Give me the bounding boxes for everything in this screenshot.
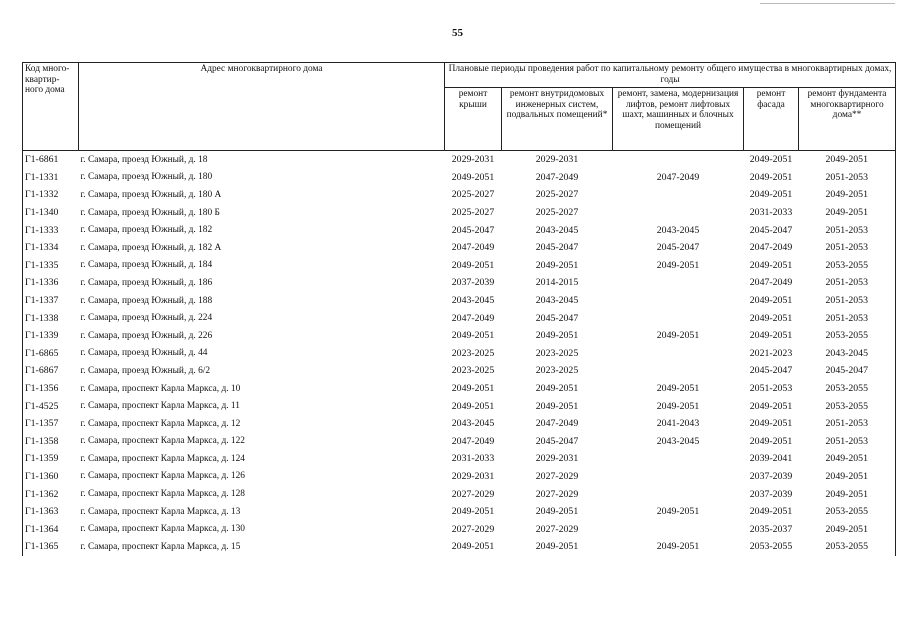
header-address: Адрес многоквартирного дома — [79, 63, 445, 151]
cell-roof: 2025-2027 — [451, 207, 495, 219]
cell-address: г. Самара, проезд Южный, д. 182 А — [80, 242, 222, 253]
cell-elevators: 2043-2045 — [656, 224, 700, 236]
table-row — [23, 538, 896, 556]
cell-address: г. Самара, проезд Южный, д. 180 А — [80, 189, 222, 200]
cell-foundation: 2049-2051 — [799, 485, 896, 503]
cell-facade: 2049-2051 — [749, 189, 793, 201]
header-code: Код много-квартир-ного дома — [23, 63, 79, 151]
cell-roof: 2047-2049 — [451, 312, 495, 324]
cell-roof: 2023-2025 — [451, 365, 495, 377]
cell-code: Г1-1339 — [23, 327, 79, 345]
cell-facade: 2049-2051 — [749, 435, 793, 447]
cell-address: г. Самара, проспект Карла Маркса, д. 10 — [80, 383, 241, 394]
table-row — [23, 239, 896, 257]
cell-roof: 2029-2031 — [451, 470, 495, 482]
table-row — [23, 292, 896, 310]
cell-foundation: 2051-2053 — [799, 292, 896, 310]
cell-foundation: 2049-2051 — [799, 468, 896, 486]
cell-elevators — [613, 186, 744, 204]
cell-code: Г1-1363 — [23, 503, 79, 521]
table-row — [23, 485, 896, 503]
cell-code: Г1-1364 — [23, 520, 79, 538]
cell-foundation: 2049-2051 — [799, 520, 896, 538]
page-number: 55 — [452, 27, 463, 39]
cell-code: Г1-1359 — [23, 450, 79, 468]
cell-foundation: 2051-2053 — [799, 239, 896, 257]
cell-facade: 2049-2051 — [749, 295, 793, 307]
table-row — [23, 362, 896, 380]
cell-code: Г1-1360 — [23, 468, 79, 486]
cell-facade: 2037-2039 — [749, 488, 793, 500]
cell-elevators: 2049-2051 — [656, 383, 700, 395]
cell-address: г. Самара, проспект Карла Маркса, д. 11 — [80, 401, 240, 412]
cell-roof: 2037-2039 — [451, 277, 495, 289]
cell-roof: 2049-2051 — [451, 506, 495, 518]
table-row — [23, 520, 896, 538]
cell-code: Г1-6865 — [23, 345, 79, 363]
cell-address: г. Самара, проезд Южный, д. 44 — [80, 348, 208, 359]
capital-repair-table — [22, 62, 896, 556]
table-row — [23, 309, 896, 327]
cell-facade: 2049-2051 — [749, 259, 793, 271]
cell-elevators: 2049-2051 — [656, 400, 700, 412]
table-row — [23, 327, 896, 345]
table-row — [23, 345, 896, 363]
cell-elevators — [613, 309, 744, 327]
cell-code: Г1-4525 — [23, 397, 79, 415]
cell-code: Г1-1331 — [23, 169, 79, 187]
cell-foundation: 2045-2047 — [799, 362, 896, 380]
header-roof: ремонт крыши — [445, 88, 502, 151]
cell-address: г. Самара, проезд Южный, д. 188 — [80, 295, 213, 306]
cell-foundation: 2053-2055 — [799, 503, 896, 521]
cell-foundation: 2053-2055 — [799, 538, 896, 556]
cell-foundation: 2053-2055 — [799, 257, 896, 275]
cell-systems: 2029-2031 — [535, 154, 579, 166]
cell-roof: 2049-2051 — [451, 171, 495, 183]
cell-code: Г1-1365 — [23, 538, 79, 556]
cell-roof: 2027-2029 — [451, 488, 495, 500]
cell-foundation: 2053-2055 — [799, 380, 896, 398]
cell-facade: 2039-2041 — [749, 453, 793, 465]
header-foundation: ремонт фундамента многоквартирного дома** — [799, 88, 896, 151]
cell-elevators — [613, 520, 744, 538]
cell-address: г. Самара, проезд Южный, д. 184 — [80, 260, 213, 271]
cell-elevators: 2041-2043 — [656, 418, 700, 430]
table-row — [23, 468, 896, 486]
cell-facade: 2049-2051 — [749, 154, 793, 166]
cell-roof: 2043-2045 — [451, 418, 495, 430]
cell-code: Г1-1362 — [23, 485, 79, 503]
cell-systems: 2023-2025 — [535, 365, 579, 377]
cell-roof: 2045-2047 — [451, 224, 495, 236]
cell-elevators — [613, 450, 744, 468]
cell-code: Г1-1356 — [23, 380, 79, 398]
cell-roof: 2047-2049 — [451, 242, 495, 254]
table-row — [23, 204, 896, 222]
cell-foundation: 2051-2053 — [799, 221, 896, 239]
table-row — [23, 186, 896, 204]
cell-address: г. Самара, проспект Карла Маркса, д. 13 — [80, 506, 241, 517]
table-row — [23, 450, 896, 468]
cell-roof: 2049-2051 — [451, 400, 495, 412]
cell-facade: 2049-2051 — [749, 312, 793, 324]
cell-address: г. Самара, проезд Южный, д. 6/2 — [80, 365, 211, 376]
cell-facade: 2049-2051 — [749, 400, 793, 412]
cell-systems: 2049-2051 — [535, 541, 579, 553]
cell-address: г. Самара, проспект Карла Маркса, д. 124 — [80, 453, 245, 464]
table-row — [23, 169, 896, 187]
cell-roof: 2031-2033 — [451, 453, 495, 465]
cell-systems: 2049-2051 — [535, 259, 579, 271]
cell-address: г. Самара, проезд Южный, д. 224 — [80, 313, 213, 324]
header-periods-group: Плановые периоды проведения работ по капитальному ремонту общего имущества в многоквартирных домах, годы — [445, 63, 896, 88]
cell-foundation: 2051-2053 — [799, 415, 896, 433]
cell-foundation: 2049-2051 — [799, 450, 896, 468]
cell-facade: 2045-2047 — [749, 224, 793, 236]
table-row — [23, 433, 896, 451]
cell-facade: 2049-2051 — [749, 506, 793, 518]
cell-code: Г1-1333 — [23, 221, 79, 239]
cell-roof: 2049-2051 — [451, 383, 495, 395]
cell-foundation: 2049-2051 — [799, 204, 896, 222]
cell-facade: 2049-2051 — [749, 330, 793, 342]
cell-elevators: 2049-2051 — [656, 541, 700, 553]
cell-elevators — [613, 292, 744, 310]
cell-facade: 2051-2053 — [749, 383, 793, 395]
cell-facade: 2049-2051 — [749, 171, 793, 183]
table-row — [23, 257, 896, 275]
cell-facade: 2031-2033 — [749, 207, 793, 219]
cell-foundation: 2049-2051 — [799, 151, 896, 169]
table-row — [23, 503, 896, 521]
cell-systems: 2049-2051 — [535, 330, 579, 342]
cell-elevators: 2049-2051 — [656, 506, 700, 518]
cell-elevators — [613, 362, 744, 380]
cell-address: г. Самара, проспект Карла Маркса, д. 128 — [80, 489, 245, 500]
cell-facade: 2035-2037 — [749, 523, 793, 535]
cell-roof: 2043-2045 — [451, 295, 495, 307]
cell-roof: 2049-2051 — [451, 541, 495, 553]
cell-facade: 2045-2047 — [749, 365, 793, 377]
header-elevators: ремонт, замена, модернизация лифтов, ремонт лифтовых шахт, машинных и блочных помещений — [613, 88, 744, 151]
cell-systems: 2047-2049 — [535, 171, 579, 183]
cell-foundation: 2051-2053 — [799, 274, 896, 292]
cell-systems: 2045-2047 — [535, 242, 579, 254]
cell-elevators: 2049-2051 — [656, 259, 700, 271]
cell-foundation: 2053-2055 — [799, 397, 896, 415]
cell-systems: 2049-2051 — [535, 506, 579, 518]
cell-elevators — [613, 468, 744, 486]
cell-code: Г1-6867 — [23, 362, 79, 380]
cell-code: Г1-1335 — [23, 257, 79, 275]
cell-foundation: 2049-2051 — [799, 186, 896, 204]
cell-address: г. Самара, проезд Южный, д. 186 — [80, 277, 213, 288]
cell-elevators: 2043-2045 — [656, 435, 700, 447]
cell-code: Г1-1338 — [23, 309, 79, 327]
cell-systems: 2029-2031 — [535, 453, 579, 465]
cell-systems: 2049-2051 — [535, 383, 579, 395]
cell-code: Г1-1340 — [23, 204, 79, 222]
cell-address: г. Самара, проспект Карла Маркса, д. 122 — [80, 436, 245, 447]
cell-systems: 2049-2051 — [535, 400, 579, 412]
cell-systems: 2045-2047 — [535, 312, 579, 324]
cell-foundation: 2051-2053 — [799, 309, 896, 327]
cell-address: г. Самара, проспект Карла Маркса, д. 15 — [80, 541, 241, 552]
cell-address: г. Самара, проспект Карла Маркса, д. 12 — [80, 418, 241, 429]
table-row — [23, 415, 896, 433]
cell-code: Г1-1336 — [23, 274, 79, 292]
cell-elevators: 2049-2051 — [656, 330, 700, 342]
cell-facade: 2047-2049 — [749, 277, 793, 289]
cell-systems: 2027-2029 — [535, 488, 579, 500]
cell-systems: 2027-2029 — [535, 470, 579, 482]
cell-systems: 2023-2025 — [535, 347, 579, 359]
cell-roof: 2049-2051 — [451, 259, 495, 271]
cell-elevators: 2045-2047 — [656, 242, 700, 254]
cell-systems: 2043-2045 — [535, 224, 579, 236]
cell-address: г. Самара, проезд Южный, д. 180 Б — [80, 207, 220, 218]
cell-elevators — [613, 345, 744, 363]
table-row — [23, 151, 896, 169]
cell-roof: 2027-2029 — [451, 523, 495, 535]
cell-systems: 2045-2047 — [535, 435, 579, 447]
cell-elevators — [613, 274, 744, 292]
cell-roof: 2049-2051 — [451, 330, 495, 342]
cell-code: Г1-1332 — [23, 186, 79, 204]
cell-code: Г1-1357 — [23, 415, 79, 433]
cell-elevators: 2047-2049 — [656, 171, 700, 183]
cell-facade: 2053-2055 — [749, 541, 793, 553]
cell-roof: 2047-2049 — [451, 435, 495, 447]
cell-foundation: 2043-2045 — [799, 345, 896, 363]
cell-code: Г1-1358 — [23, 433, 79, 451]
cell-roof: 2025-2027 — [451, 189, 495, 201]
cell-systems: 2047-2049 — [535, 418, 579, 430]
cell-foundation: 2051-2053 — [799, 433, 896, 451]
cell-address: г. Самара, проспект Карла Маркса, д. 130 — [80, 524, 245, 535]
cell-address: г. Самара, проезд Южный, д. 180 — [80, 172, 213, 183]
cell-facade: 2047-2049 — [749, 242, 793, 254]
cell-facade: 2021-2023 — [749, 347, 793, 359]
cell-facade: 2049-2051 — [749, 418, 793, 430]
header-facade: ремонт фасада — [744, 88, 799, 151]
cell-roof: 2029-2031 — [451, 154, 495, 166]
table-row — [23, 397, 896, 415]
cell-address: г. Самара, проезд Южный, д. 226 — [80, 330, 213, 341]
cell-code: Г1-6861 — [23, 151, 79, 169]
cell-systems: 2027-2029 — [535, 523, 579, 535]
table-row — [23, 380, 896, 398]
header-systems: ремонт внутридомовых инженерных систем, подвальных помещений* — [502, 88, 613, 151]
cell-address: г. Самара, проспект Карла Маркса, д. 126 — [80, 471, 245, 482]
cell-facade: 2037-2039 — [749, 470, 793, 482]
cell-code: Г1-1334 — [23, 239, 79, 257]
cell-code: Г1-1337 — [23, 292, 79, 310]
cell-systems: 2043-2045 — [535, 295, 579, 307]
cell-address: г. Самара, проезд Южный, д. 18 — [80, 154, 208, 165]
cell-address: г. Самара, проезд Южный, д. 182 — [80, 225, 213, 236]
cell-foundation: 2053-2055 — [799, 327, 896, 345]
table-row — [23, 274, 896, 292]
cell-foundation: 2051-2053 — [799, 169, 896, 187]
cell-systems: 2014-2015 — [535, 277, 579, 289]
cell-systems: 2025-2027 — [535, 207, 579, 219]
scan-edge-line — [760, 3, 895, 4]
table-row — [23, 221, 896, 239]
cell-elevators — [613, 485, 744, 503]
cell-elevators — [613, 204, 744, 222]
cell-systems: 2025-2027 — [535, 189, 579, 201]
cell-elevators — [613, 151, 744, 169]
cell-roof: 2023-2025 — [451, 347, 495, 359]
